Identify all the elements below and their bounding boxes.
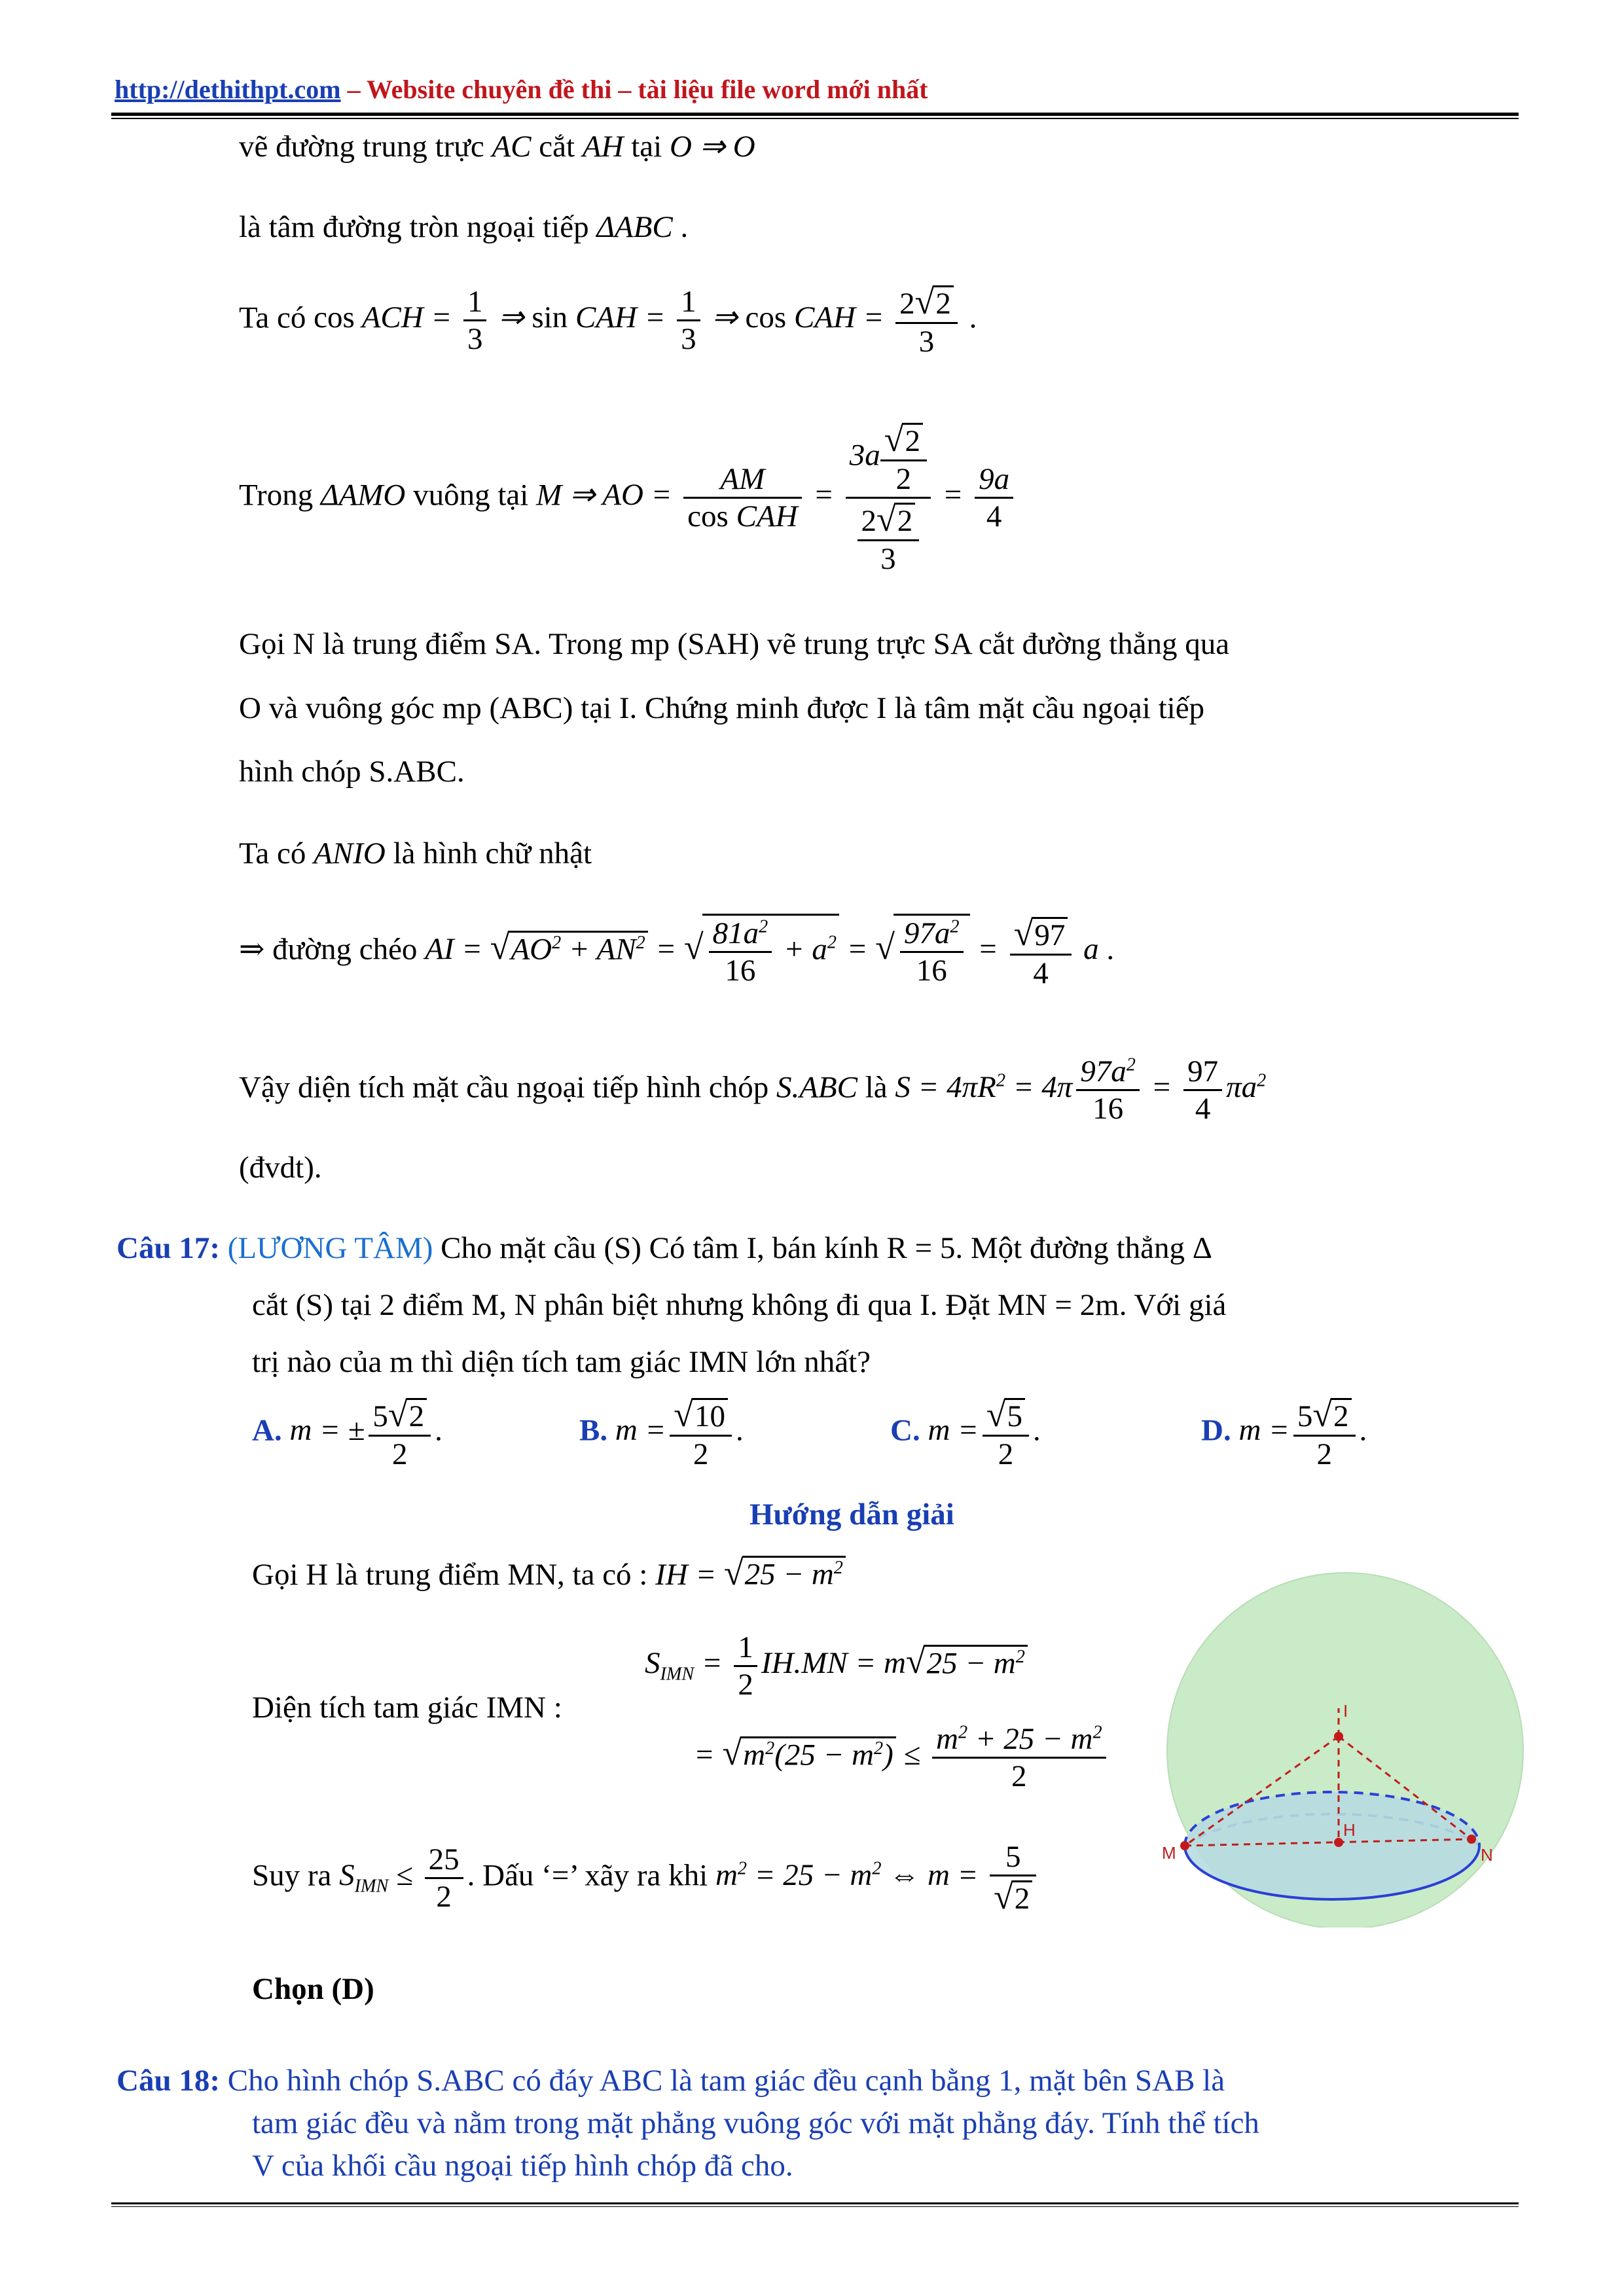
text: vuông tại <box>413 478 529 512</box>
q17-line-3 <box>252 1343 871 1382</box>
text: trị nào của m thì diện tích tam giác IMN lớn nhất? <box>252 1345 871 1379</box>
guide-area-formula-1: $S_{IMN}$ = $\frac{1}{2}$ $IH.MN = m√25 - m^2$ <box>645 1630 1028 1702</box>
math-triangle-abc: ΔABC <box>596 210 673 244</box>
line-6 <box>239 689 1204 728</box>
q18-line-3: V của khối cầu ngoại tiếp hình chóp đã cho. <box>252 2149 793 2183</box>
text: vẽ đường trung trực <box>239 130 484 164</box>
header-link[interactable]: http://dethithpt.com <box>115 75 341 104</box>
option-b-label: B. <box>579 1413 608 1448</box>
text: là hình chữ nhật <box>393 836 592 870</box>
text: hình chóp S.ABC. <box>239 755 465 789</box>
text: Ta có <box>239 300 306 335</box>
option-c-label: C. <box>890 1413 920 1448</box>
q17-option-d[interactable]: D. m = $\frac{5√2}{2}$ . <box>1201 1395 1367 1472</box>
line-8 <box>239 834 592 873</box>
q17-line-2 <box>252 1286 1226 1325</box>
q18-line-1 <box>117 2062 1225 2100</box>
option-a-label: A. <box>252 1413 282 1448</box>
guide-area-formula-2: = $√m^2(25 - m^2)$ ≤ $\frac{m^2 + 25 - m^2}{2}$ <box>694 1721 1110 1794</box>
q17-option-c[interactable]: C. m = $\frac{√5}{2}$ . <box>890 1395 1041 1472</box>
text: cắt <box>539 130 575 164</box>
math-amo: ΔAMO <box>320 478 406 512</box>
text: . Dấu ‘=’ xãy ra khi <box>467 1858 708 1893</box>
math-sabc: S.ABC <box>776 1070 857 1105</box>
text: (đvdt). <box>239 1151 322 1185</box>
label-m: M <box>1162 1843 1176 1863</box>
sphere-figure <box>1159 1561 1532 1928</box>
text: O và vuông góc mp (ABC) tại I. Chứng minh được I là tâm mặt cầu ngoại tiếp <box>239 691 1205 725</box>
line-4 <box>239 419 1017 577</box>
text: Cho hình chóp S.ABC có đáy ABC là tam giác đều cạnh bằng 1, mặt bên SAB là <box>227 2064 1225 2098</box>
point-m <box>1180 1841 1189 1850</box>
point-n <box>1467 1835 1476 1844</box>
point-h <box>1334 1838 1343 1847</box>
line-10 <box>239 1054 1266 1126</box>
formula-ai: AI = $√AO^2 + AN^2$ = √ $\frac{81a^2}{16}$ + $a^2$ = √ $\frac{97a^2}{16}$ = $\frac{√97}{4}$ a <box>425 914 1107 991</box>
text: Diện tích tam giác IMN : <box>252 1691 562 1725</box>
guide-line-1: Gọi H là trung điểm MN, ta có : IH = $√25 - m^2$ <box>252 1551 846 1596</box>
line-2: là tâm đường tròn ngoại tiếp ΔABC . <box>239 210 689 244</box>
header-rule <box>111 113 1519 116</box>
text: cắt (S) tại 2 điểm M, N phân biệt nhưng không đi qua I. Đặt MN = 2m. Với giá <box>252 1288 1227 1322</box>
text: ⇒ đường chéo <box>239 932 418 967</box>
math-anio: ANIO <box>314 836 386 870</box>
option-d-label: D. <box>1201 1413 1231 1448</box>
guide-line-2 <box>252 1689 562 1727</box>
label-i: I <box>1343 1701 1348 1721</box>
line-3: Ta có cos ACH = $\frac{1}{3}$ ⇒ sin CAH = $\frac{1}{3}$ ⇒ cos CAH = $\frac{2√2}{3}$ . <box>239 282 977 359</box>
guide-title: Hướng dẫn giải <box>749 1498 954 1532</box>
text: là <box>865 1070 888 1105</box>
q18-line-2: tam giác đều và nằm trong mặt phẳng vuông góc với mặt phẳng đáy. Tính thể tích <box>252 2106 1259 2140</box>
q17-option-b[interactable]: B. m = $\frac{√10}{2}$ . <box>579 1395 744 1472</box>
text: Gọi H là trung điểm MN, ta có : <box>252 1558 648 1592</box>
text: Gọi N là trung điểm SA. Trong mp (SAH) vẽ trung trực SA cắt đường thẳng qua <box>239 627 1230 661</box>
math-ah: AH <box>582 130 624 164</box>
line-1 <box>239 128 755 166</box>
text: là tâm đường tròn ngoại tiếp <box>239 210 589 244</box>
footer-rule-thin <box>111 2206 1519 2207</box>
text: Vậy diện tích mặt cầu ngoại tiếp hình chóp <box>239 1070 769 1105</box>
label-n: N <box>1481 1845 1493 1865</box>
math-m: M <box>536 478 562 512</box>
text: tại <box>631 130 662 164</box>
q17-line-1 <box>117 1229 1212 1268</box>
q17-option-a[interactable]: A. m = ± $\frac{5√2}{2}$ . <box>252 1395 442 1472</box>
label-h: H <box>1343 1820 1356 1840</box>
math-o: O ⇒ O <box>669 130 755 164</box>
footer-rule <box>111 2202 1519 2204</box>
formula-cos: cos ACH = $\frac{1}{3}$ ⇒ sin CAH = $\frac{1}{3}$ ⇒ cos CAH = $\frac{2√2}{3}$ <box>314 300 969 334</box>
formula-area: $S = 4\pi R^2 = 4\pi$ $\frac{97a^2}{16}$ = $\frac{97}{4}$ $\pi a^2$ <box>895 1054 1267 1126</box>
line-5 <box>239 625 1229 664</box>
header-rule-thin <box>111 118 1519 119</box>
choose-answer: Chọn (D) <box>252 1972 374 2006</box>
q17-label: Câu 17: <box>117 1231 220 1265</box>
header <box>115 74 928 105</box>
text: Suy ra <box>252 1858 332 1893</box>
formula-ao: ⇒ AO = $\frac{AM}{\text{cos CAH}}$ = 3a $\frac{√2}{2}$ $\frac{2√2}{3}$ = $\frac{9a}{4}$ <box>569 478 1017 512</box>
header-tagline: – Website chuyên đề thi – tài liệu file word mới nhất <box>340 75 928 104</box>
line-7 <box>239 753 465 791</box>
point-i <box>1334 1732 1343 1741</box>
math-ac: AC <box>492 130 532 164</box>
line-11 <box>239 1149 322 1187</box>
q17-source: (LƯƠNG TÂM) <box>227 1231 433 1265</box>
q18-label: Câu 18: <box>117 2064 220 2098</box>
line-9: ⇒ đường chéo AI = $√AO^2 + AN^2$ = √ $\frac{81a^2}{16}$ + $a^2$ = √ $\frac{97a^2}{16}$ = $\frac{√97}{4}$ a . <box>239 914 1115 991</box>
text: Trong <box>239 478 314 512</box>
text: Ta có <box>239 836 306 870</box>
text: Cho mặt cầu (S) Có tâm I, bán kính R = 5. Một đường thẳng Δ <box>441 1231 1212 1265</box>
guide-line-3: Suy ra $S_{IMN}$ ≤ $\frac{25}{2}$ . Dấu ‘=’ xãy ra khi $m^2 = 25 - m^2$ ⇔ m = $\frac{5}{√2}$ <box>252 1839 1040 1917</box>
